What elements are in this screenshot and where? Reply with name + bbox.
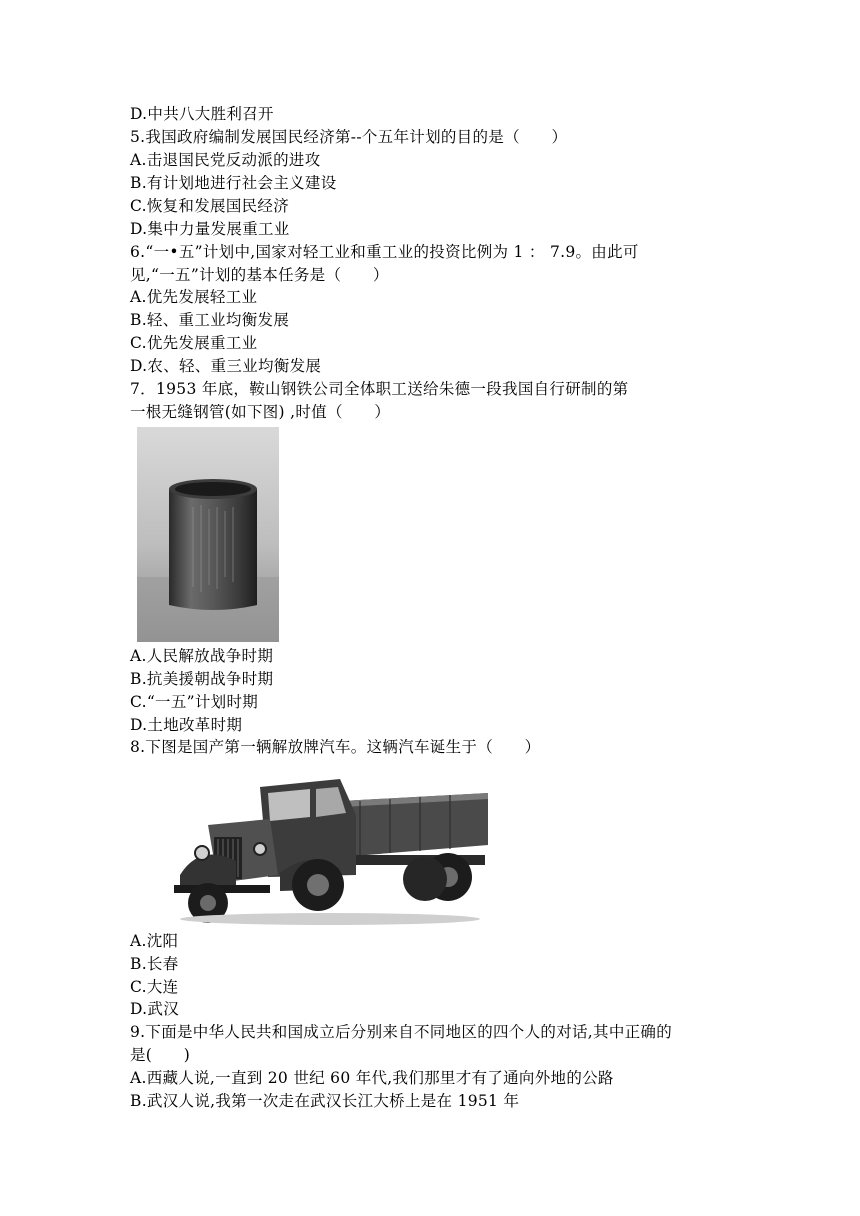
q9-stem-line2: 是( ): [130, 1046, 191, 1064]
q7-stem-line1: 7．1953 年底，鞍山钢铁公司全体职工送给朱德一段我国自行研制的第: [130, 380, 629, 398]
q7-stem-line2: 一根无缝钢管(如下图) ,时值（ ）: [130, 403, 391, 421]
q9-option-a: A.西藏人说,一直到 20 世纪 60 年代,我们那里才有了通向外地的公路: [130, 1069, 614, 1087]
q4-option-d: D.中共八大胜利召开: [130, 105, 274, 123]
q6-stem-line1: 6.“一•五”计划中,国家对轻工业和重工业的投资比例为 1 ： 7.9。由此可: [130, 243, 639, 261]
jiefang-truck-photo: [160, 765, 490, 927]
q6-option-c: C.优先发展重工业: [130, 334, 258, 352]
q6-stem-line2: 见,“一五”计划的基本任务是（ ）: [130, 266, 389, 284]
q5-stem: 5.我国政府编制发展国民经济第--个五年计划的目的是（ ）: [130, 128, 568, 146]
q5-option-c: C.恢复和发展国民经济: [130, 197, 290, 215]
q8-option-b: B.长春: [130, 955, 179, 973]
q7-option-b: B.抗美援朝战争时期: [130, 670, 274, 688]
q5-option-d: D.集中力量发展重工业: [130, 220, 290, 238]
q8-stem: 8.下图是国产第一辆解放牌汽车。这辆汽车诞生于（ ）: [130, 738, 541, 756]
steel-pipe-photo: [133, 427, 279, 642]
q9-stem-line1: 9.下面是中华人民共和国成立后分别来自不同地区的四个人的对话,其中正确的: [130, 1023, 673, 1041]
q6-option-a: A.优先发展轻工业: [130, 288, 258, 306]
q5-option-a: A.击退国民党反动派的进攻: [130, 151, 321, 169]
q7-option-a: A.人民解放战争时期: [130, 647, 274, 665]
q8-option-a: A.沈阳: [130, 932, 179, 950]
q9-option-b: B.武汉人说,我第一次走在武汉长江大桥上是在 1951 年: [130, 1092, 520, 1110]
q7-option-c: C.“一五”计划时期: [130, 693, 259, 711]
q5-option-b: B.有计划地进行社会主义建设: [130, 174, 337, 192]
q8-option-d: D.武汉: [130, 1000, 180, 1018]
q6-option-b: B.轻、重工业均衡发展: [130, 311, 290, 329]
q6-option-d: D.农、轻、重三业均衡发展: [130, 357, 322, 375]
q7-option-d: D.土地改革时期: [130, 716, 243, 734]
q8-option-c: C.大连: [130, 978, 179, 996]
